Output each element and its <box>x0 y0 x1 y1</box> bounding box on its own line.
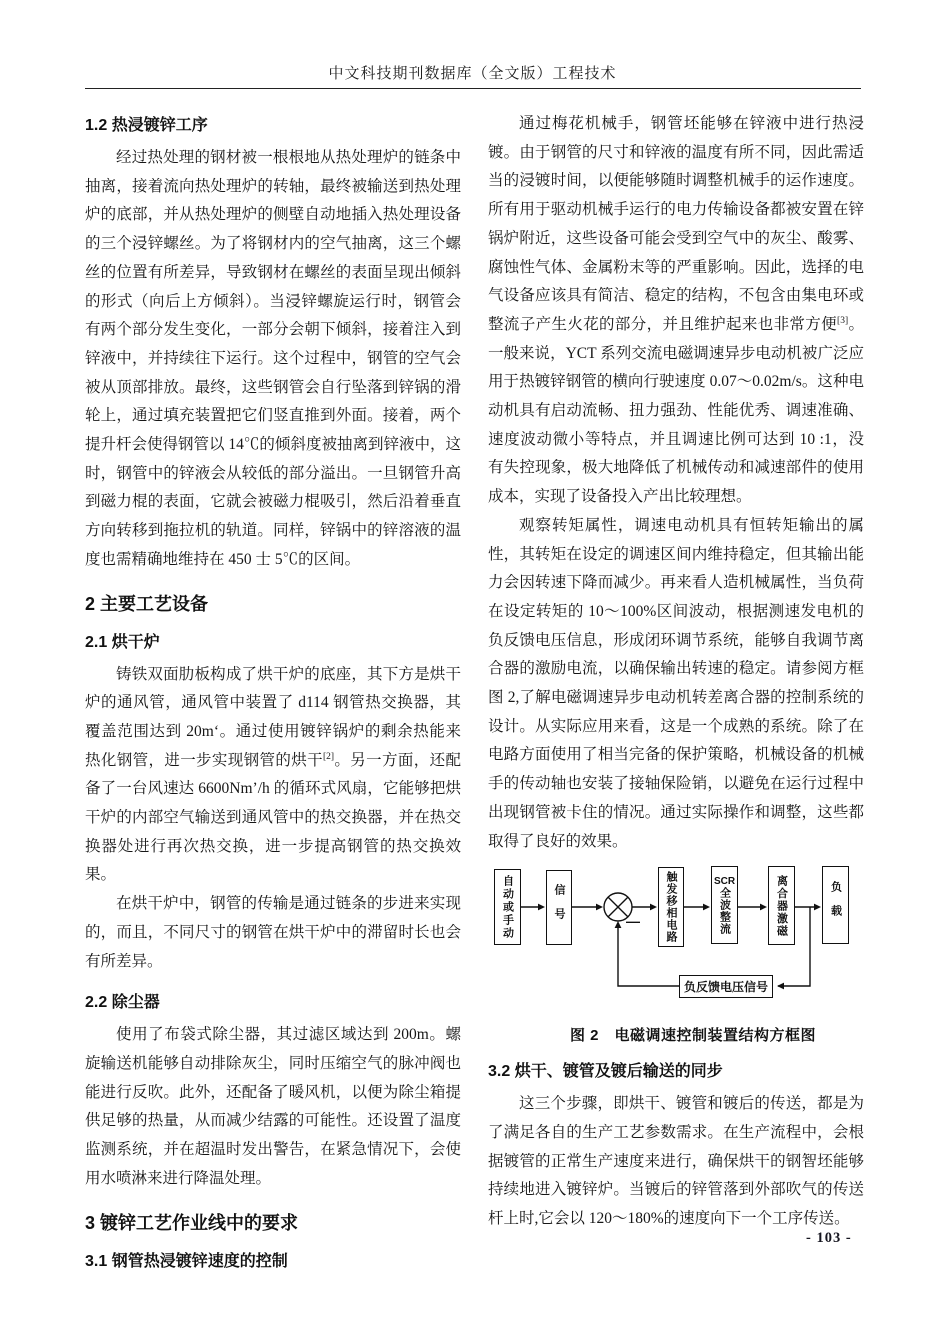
diagram-box-label: 全波整流 <box>718 886 731 935</box>
paragraph-torque: 观察转矩属性，调速电动机具有恒转矩输出的属性，其转矩在设定的调速区间内维持稳定，但其输出能力会因转速下降而减少。再来看人造机械属性，当负荷在设定转矩的 10～100%区间波动，根据测速发电机的负反馈电压信息，形成闭环调节系统，能够自我调节离合器的激励电流，以确保输出转速的稳定。请参阅方框图 2,了解电磁调速异步电动机转差离合器的控制系统的设计。从实际应用来看，这是一个成熟的系统。除了在电路方面使用了相当完备的保护策略，机械设备的机械手的传动轴也安装了接轴保险销，以避免在运行过程中出现钢管被卡住的情况。通过实际操作和调整，这些都取得了良好的效果。 <box>488 516 864 850</box>
paragraph-text: 。一般来说，YCT 系列交流电磁调速异步电动机被广泛应用于热镀锌钢管的横向行驶速度 0.07～0.02m/s。这种电动机具有启动流畅、扭力强劲、性能优秀、调速准确、速度波动微小等特点，并且调速比例可达到 10 :1，没有失控现象，极大地降低了机械传动和减速部件的使用成本，实现了设备投入产出比较理想。 <box>488 315 864 506</box>
diagram-box-label: 自动或手动 <box>501 874 514 940</box>
diagram-box-label: 负反馈电压信号 <box>683 980 768 995</box>
heading-3-1: 3.1 钢管热浸镀锌速度的控制 <box>85 1252 288 1270</box>
journal-header: 中文科技期刊数据库（全文版）工程技术 <box>328 66 617 82</box>
paragraph-drying-furnace <box>85 661 461 891</box>
heading-3: 3 镀锌工艺作业线中的要求 <box>85 1212 299 1233</box>
block-diagram <box>490 860 862 1010</box>
figure-2 <box>488 860 864 1045</box>
header-divider <box>85 88 861 89</box>
paragraph-galvanizing-process: 经过热处理的钢材被一根根地从热处理炉的链条中抽离，接着流向热处理炉的转轴，最终被输送到热处理炉的底部，并从热处理炉的侧壁自动地插入热处理设备的三个浸锌螺丝。为了将钢材内的空气抽离，这三个螺丝的位置有所差异，导致钢材在螺丝的表面呈现出倾斜的形式（向后上方倾斜）。当浸锌螺旋运行时，钢管会有两个部分发生变化，一部分会朝下倾斜，接着注入到锌液中，并持续往下运行。这个过程中，钢管的空气会被从顶部排放。最终，这些钢管会自行坠落到锌锅的滑轮上，通过填充装置把它们竖直推到外面。接着，两个提升杆会使得钢管以 14℃的倾斜度被抽离到锌液中，这时，钢管中的锌液会从较低的部分溢出。一旦钢管升高到磁力棍的表面，它就会被磁力棍吸引，然后沿着垂直方向转移到拖拉机的轨道。同样，锌锅中的锌溶液的温度也需精确地维持在 450 士 5℃的区间。 <box>85 149 461 568</box>
citation-ref-2: [2] <box>322 751 335 762</box>
paragraph-text: 通过梅花机械手，钢管坯能够在锌液中进行热浸镀。由于钢管的尺寸和锌液的温度有所不同，因此需适当的浸镀时间，以便能够随时调整机械手的运作速度。所有用于驱动机械手运行的电力传输设备都被安置在锌锅炉附近，这些设备可能会受到空气中的灰尘、酸雾、腐蚀性气体、金属粉末等的严重影响。因此，选择的电气设备应该具有简洁、稳定的结构，不包含由集电环或整流子产生火花的部分，并且维护起来也非常方便 <box>488 115 864 333</box>
paragraph-dust-collector: 使用了布袋式除尘器，其过滤区域达到 200m。螺旋输送机能够自动排除灰尘，同时压缩空气的脉冲阀也能进行反吹。此外，还配备了暖风机，以便为除尘箱提供足够的热量，从而减少结露的可能性。还设置了温度监测系统，并在超温时发出警告，在紧急情况下，会使用水喷淋来进行降温处理。 <box>85 1026 461 1187</box>
summing-junction-minus-sign: — <box>626 913 640 930</box>
heading-2-1: 2.1 烘干炉 <box>85 633 160 651</box>
diagram-box-label-scr: SCR <box>713 875 736 887</box>
diagram-box-load <box>822 866 849 944</box>
right-column <box>488 110 864 1280</box>
citation-ref-3: [3] <box>837 315 849 326</box>
paragraph-text: 。另一方面，还配备了一台风速达 6600Nm’/h 的循环式风扇，它能够把烘干炉的内部空气输送到通风管中的热交换器，并在热交换器处进行再次热交换，进一步提高钢管的热交换效果。 <box>85 751 461 884</box>
heading-2: 2 主要工艺设备 <box>85 593 209 614</box>
diagram-box-trigger-phase-circuit <box>658 867 684 947</box>
two-column-layout <box>85 110 864 1280</box>
heading-3-2: 3.2 烘干、镀管及镀后输送的同步 <box>488 1063 723 1081</box>
paragraph-synchronization: 这三个步骤，即烘干、镀管和镀后的传送，都是为了满足各自的生产工艺参数需求。在生产流程中，会根据镀管的正常生产速度来进行，确保烘干的钢智坯能够持续地进入镀锌炉。当镀后的锌管落到外部吹气的传送杆上时,它会以 120～180%的速度向下一个工序传送。 <box>488 1095 864 1228</box>
figure-2-caption: 图 2 电磁调速控制装置结构方框图 <box>570 1027 817 1045</box>
diagram-box-auto-manual <box>494 869 521 945</box>
diagram-box-feedback-voltage <box>679 975 773 998</box>
diagram-box-scr-rectifier <box>711 866 738 944</box>
diagram-box-label: 负载 <box>829 881 842 930</box>
page-number: - 103 - <box>806 1230 852 1246</box>
heading-1-2: 1.2 热浸镀锌工序 <box>85 117 208 134</box>
diagram-box-label: 信号 <box>553 883 565 932</box>
diagram-box-clutch-excitation <box>768 866 795 945</box>
diagram-box-signal <box>546 870 572 945</box>
left-column <box>85 110 461 1280</box>
diagram-box-label: 触发移相电路 <box>665 871 677 944</box>
paragraph-manipulator <box>488 110 864 512</box>
heading-2-2: 2.2 除尘器 <box>85 994 160 1012</box>
paragraph-chain-transfer: 在烘干炉中，钢管的传输是通过链条的步进来实现的，而且，不同尺寸的钢管在烘干炉中的滞留时长也会有所差异。 <box>85 895 461 970</box>
paragraph-text: 铸铁双面肋板构成了烘干炉的底座，其下方是烘干炉的通风管，通风管中装置了 d114 钢管热交换器，其覆盖范围达到 20m‘。通过使用镀锌锅炉的剩余热能来热化钢管，进一步实现钢管的烘干 <box>85 665 461 769</box>
diagram-box-label: 离合器激磁 <box>775 874 788 938</box>
